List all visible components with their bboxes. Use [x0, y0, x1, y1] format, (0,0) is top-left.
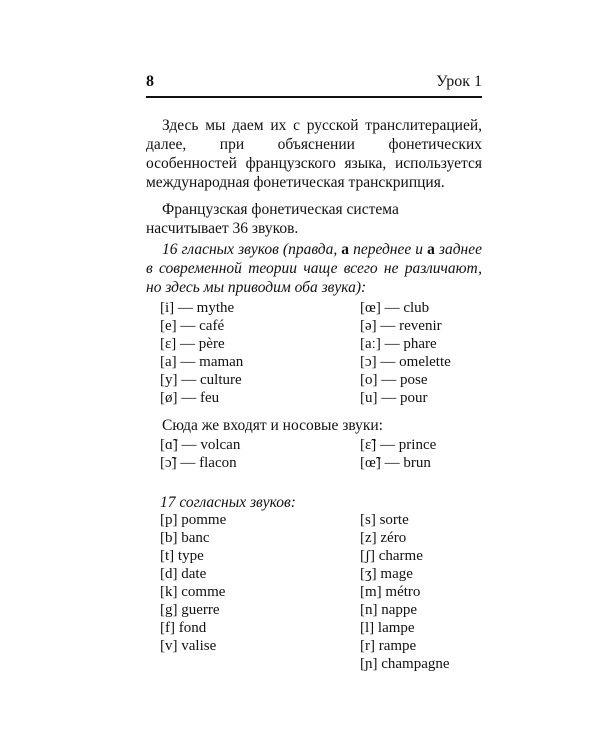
vowels-bold-a-front: а	[341, 241, 350, 258]
consonant-left: [b] banc	[160, 530, 210, 546]
vowel-right: [ɔ] — omelette	[360, 354, 451, 370]
nasals-list	[160, 436, 470, 472]
nasal-title: Сюда же входят и носовые звуки:	[162, 417, 383, 434]
consonants-list	[160, 511, 470, 673]
header-rule	[146, 96, 482, 98]
intro-paragraph: Здесь мы даем их с русской транслитерацией, далее, при объяснении фонетических особенностей французского языка, используется международная фонетическая транскрипция.	[146, 117, 482, 191]
consonant-left: [f] fond	[160, 620, 207, 636]
vowel-right: [ə] — revenir	[360, 318, 442, 334]
nasal-left: [ɑ̃] — volcan	[160, 437, 241, 453]
consonant-right: [n] nappe	[360, 602, 418, 618]
vowel-left: [y] — culture	[160, 372, 242, 388]
list-item	[160, 601, 470, 619]
vowels-text-1: 16 гласных звуков (правда,	[162, 241, 342, 258]
list-item	[160, 619, 470, 637]
consonant-left: [p] pomme	[160, 512, 227, 528]
vowel-right: [o] — pose	[360, 372, 428, 388]
consonant-right: [ʃ] charme	[360, 548, 423, 564]
list-item	[160, 529, 470, 547]
vowels-text-2: переднее и	[349, 241, 428, 258]
list-item	[160, 389, 470, 407]
list-item	[160, 547, 470, 565]
consonants-title: 17 согласных звуков:	[160, 494, 296, 511]
lesson-title: Урок 1	[436, 73, 482, 90]
list-item	[160, 454, 470, 472]
list-item	[160, 583, 470, 601]
consonant-right: [s] sorte	[360, 512, 409, 528]
page-header	[146, 72, 482, 94]
vowels-list	[160, 299, 470, 407]
vowel-left: [ɛ] — père	[160, 336, 225, 352]
consonant-left: [d] date	[160, 566, 207, 582]
list-item	[160, 565, 470, 583]
vowels-paragraph	[146, 240, 482, 297]
list-item	[160, 436, 470, 454]
vowel-right: [u] — pour	[360, 390, 428, 406]
vowel-left: [e] — café	[160, 318, 225, 334]
vowel-left: [i] — mythe	[160, 300, 235, 316]
vowel-right: [aː] — phare	[360, 336, 437, 352]
vowel-left: [ø] — feu	[160, 390, 220, 406]
list-item	[160, 637, 470, 655]
consonant-right: [ɲ] champagne	[360, 656, 450, 672]
system-paragraph: Французская фонетическая система насчитывает 36 звуков.	[146, 201, 399, 237]
page-number: 8	[146, 73, 154, 90]
vowel-left: [a] — maman	[160, 354, 244, 370]
consonant-right: [z] zéro	[360, 530, 407, 546]
consonant-left: [v] valise	[160, 638, 217, 654]
consonant-right: [l] lampe	[360, 620, 415, 636]
consonant-left: [g] guerre	[160, 602, 220, 618]
consonant-right: [ʒ] mage	[360, 566, 413, 582]
vowels-text-3: заднее в современной теории чаще всего не различают, но здесь мы приводим оба звука):	[146, 241, 482, 296]
nasal-right: [ɛ̃] — prince	[360, 437, 437, 453]
list-item	[160, 299, 470, 317]
consonant-right: [r] rampe	[360, 638, 417, 654]
vowel-right: [œ] — club	[360, 300, 430, 316]
list-item	[160, 317, 470, 335]
list-item	[160, 371, 470, 389]
consonant-left: [t] type	[160, 548, 204, 564]
list-item	[160, 511, 470, 529]
nasal-right: [œ̃] — brun	[360, 455, 431, 471]
consonant-left: [k] comme	[160, 584, 226, 600]
vowels-bold-a-back: а	[427, 241, 435, 258]
nasal-left: [ɔ̃] — flacon	[160, 455, 237, 471]
list-item	[160, 353, 470, 371]
list-item	[160, 655, 470, 673]
consonant-right: [m] métro	[360, 584, 421, 600]
list-item	[160, 335, 470, 353]
